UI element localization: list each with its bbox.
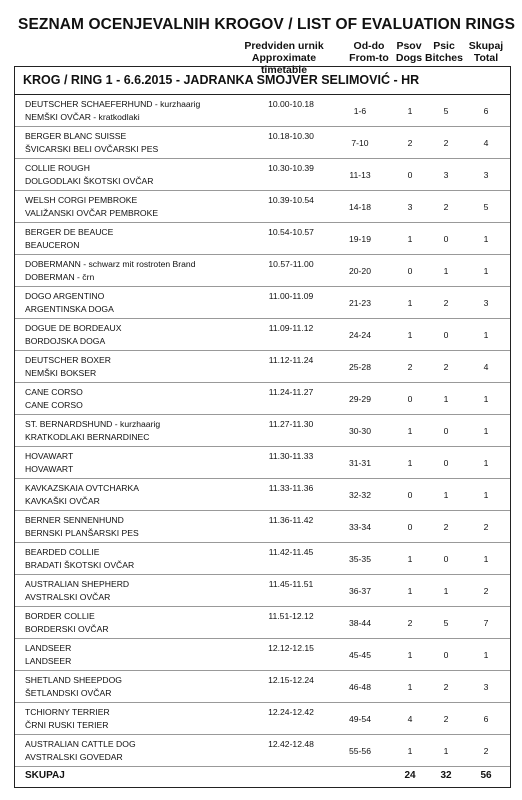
bitches-count: 5 xyxy=(443,618,449,628)
bitches-count: 0 xyxy=(443,650,449,660)
dogs-count: 0 xyxy=(407,490,413,500)
breed-name-sl: HOVAWART xyxy=(25,464,74,474)
breed-name-sl: DOBERMAN - črn xyxy=(25,272,95,282)
catalog-range: 49-54 xyxy=(349,714,371,724)
catalog-range: 55-56 xyxy=(349,746,371,756)
table-row xyxy=(15,543,510,575)
header-total-sl: Skupaj xyxy=(468,40,504,52)
breed-name-sl: VALIŽANSKI OVČAR PEMBROKE xyxy=(25,208,159,218)
time-slot: 12.42-12.48 xyxy=(268,739,314,749)
breed-name: DEUTSCHER SCHAEFERHUND - kurzhaarig xyxy=(25,99,201,109)
breed-name: BERGER DE BEAUCE xyxy=(25,227,114,237)
bitches-count: 2 xyxy=(443,714,449,724)
table-row xyxy=(15,319,510,351)
table-row xyxy=(15,703,510,735)
total-count: 1 xyxy=(483,330,489,340)
catalog-range: 33-34 xyxy=(349,522,371,532)
catalog-range: 19-19 xyxy=(349,234,371,244)
time-slot: 10.00-10.18 xyxy=(268,99,314,109)
dogs-count: 0 xyxy=(407,170,413,180)
total-count: 3 xyxy=(483,682,489,692)
time-slot: 11.12-11.24 xyxy=(268,355,314,365)
breed-name-sl: ARGENTINSKA DOGA xyxy=(25,304,114,314)
bitches-count: 0 xyxy=(443,426,449,436)
dogs-count: 1 xyxy=(407,746,413,756)
total-count: 1 xyxy=(483,490,489,500)
total-count: 1 xyxy=(483,426,489,436)
total-count: 1 xyxy=(483,650,489,660)
catalog-range: 20-20 xyxy=(349,266,371,276)
breed-name: DOBERMANN - schwarz mit rostroten Brand xyxy=(25,259,196,269)
time-slot: 11.00-11.09 xyxy=(268,291,314,301)
time-slot: 10.30-10.39 xyxy=(268,163,314,173)
breed-name-sl: LANDSEER xyxy=(25,656,72,666)
dogs-count: 1 xyxy=(407,106,413,116)
breed-name-sl: BORDERSKI OVČAR xyxy=(25,624,109,634)
totals-dogs: 24 xyxy=(404,770,416,781)
dogs-count: 2 xyxy=(407,138,413,148)
breed-name-sl: KRATKODLAKI BERNARDINEC xyxy=(25,432,150,442)
breed-name: KAVKAZSKAIA OVTCHARKA xyxy=(25,483,139,493)
bitches-count: 2 xyxy=(443,362,449,372)
table-row xyxy=(15,607,510,639)
dogs-count: 0 xyxy=(407,522,413,532)
breed-name: DOGO ARGENTINO xyxy=(25,291,105,301)
breed-name: BERNER SENNENHUND xyxy=(25,515,124,525)
dogs-count: 1 xyxy=(407,234,413,244)
breed-name: AUSTRALIAN CATTLE DOG xyxy=(25,739,136,749)
time-slot: 10.39-10.54 xyxy=(268,195,314,205)
table-row xyxy=(15,159,510,191)
bitches-count: 1 xyxy=(443,266,449,276)
total-count: 2 xyxy=(483,746,489,756)
catalog-range: 7-10 xyxy=(351,138,369,148)
dogs-count: 1 xyxy=(407,650,413,660)
breed-name: BORDER COLLIE xyxy=(25,611,95,621)
table-row xyxy=(15,191,510,223)
table-row xyxy=(15,511,510,543)
breed-name: WELSH CORGI PEMBROKE xyxy=(25,195,138,205)
header-bitches xyxy=(422,40,466,64)
bitches-count: 0 xyxy=(443,330,449,340)
catalog-range: 30-30 xyxy=(349,426,371,436)
header-timetable-en: Approximate timetable xyxy=(251,52,317,76)
time-slot: 11.42-11.45 xyxy=(268,547,314,557)
table-row xyxy=(15,95,510,127)
dogs-count: 1 xyxy=(407,586,413,596)
total-count: 3 xyxy=(483,170,489,180)
time-slot: 10.57-11.00 xyxy=(268,259,314,269)
time-slot: 10.54-10.57 xyxy=(268,227,314,237)
breed-name: DOGUE DE BORDEAUX xyxy=(25,323,122,333)
header-total-en: Total xyxy=(473,52,499,64)
table-row xyxy=(15,447,510,479)
catalog-range: 1-6 xyxy=(353,106,367,116)
breed-name: AUSTRALIAN SHEPHERD xyxy=(25,579,130,589)
time-slot: 12.15-12.24 xyxy=(268,675,314,685)
time-slot: 11.51-12.12 xyxy=(268,611,314,621)
breed-name: HOVAWART xyxy=(25,451,74,461)
dogs-count: 4 xyxy=(407,714,413,724)
header-bitches-en: Bitches xyxy=(425,52,463,64)
total-count: 1 xyxy=(483,554,489,564)
breed-name: BERGER BLANC SUISSE xyxy=(25,131,127,141)
breed-name: COLLIE ROUGH xyxy=(25,163,90,173)
catalog-range: 11-13 xyxy=(349,170,371,180)
dogs-count: 0 xyxy=(407,266,413,276)
time-slot: 11.33-11.36 xyxy=(268,483,314,493)
bitches-count: 0 xyxy=(443,458,449,468)
bitches-count: 2 xyxy=(443,522,449,532)
header-dogs xyxy=(394,40,424,64)
dogs-count: 2 xyxy=(407,362,413,372)
catalog-range: 29-29 xyxy=(349,394,371,404)
table-row xyxy=(15,255,510,287)
time-slot: 11.27-11.30 xyxy=(268,419,314,429)
catalog-range: 21-23 xyxy=(349,298,371,308)
breed-name: LANDSEER xyxy=(25,643,72,653)
breed-name-sl: BRADATI ŠKOTSKI OVČAR xyxy=(25,560,135,570)
dogs-count: 2 xyxy=(407,618,413,628)
header-dogs-sl: Psov xyxy=(396,40,422,52)
breed-name: TCHIORNY TERRIER xyxy=(25,707,110,717)
table-row xyxy=(15,223,510,255)
header-total xyxy=(466,40,506,64)
breed-name: ST. BERNARDSHUND - kurzhaarig xyxy=(25,419,161,429)
catalog-range: 24-24 xyxy=(349,330,371,340)
bitches-count: 1 xyxy=(443,586,449,596)
total-count: 1 xyxy=(483,394,489,404)
totals-total: 56 xyxy=(480,770,492,781)
page-title: SEZNAM OCENJEVALNIH KROGOV / LIST OF EVALUATION RINGS xyxy=(18,16,516,33)
time-slot: 11.45-11.51 xyxy=(268,579,314,589)
breed-name: CANE CORSO xyxy=(25,387,83,397)
bitches-count: 2 xyxy=(443,298,449,308)
bitches-count: 3 xyxy=(443,170,449,180)
totals-label: SKUPAJ xyxy=(25,770,65,781)
bitches-count: 0 xyxy=(443,234,449,244)
total-count: 6 xyxy=(483,106,489,116)
catalog-range: 31-31 xyxy=(349,458,371,468)
breed-name: DEUTSCHER BOXER xyxy=(25,355,111,365)
bitches-count: 2 xyxy=(443,138,449,148)
total-count: 5 xyxy=(483,202,489,212)
breed-name-sl: BERNSKI PLANŠARSKI PES xyxy=(25,528,139,538)
dogs-count: 3 xyxy=(407,202,413,212)
breed-name-sl: ŠVICARSKI BELI OVČARSKI PES xyxy=(25,144,159,154)
time-slot: 11.24-11.27 xyxy=(268,387,314,397)
header-dogs-en: Dogs xyxy=(395,52,423,64)
time-slot: 12.24-12.42 xyxy=(268,707,314,717)
catalog-range: 14-18 xyxy=(349,202,371,212)
total-count: 2 xyxy=(483,522,489,532)
table-row xyxy=(15,383,510,415)
breed-name-sl: DOLGODLAKI ŠKOTSKI OVČAR xyxy=(25,176,154,186)
breed-name: BEARDED COLLIE xyxy=(25,547,100,557)
total-count: 4 xyxy=(483,138,489,148)
totals-bitches: 32 xyxy=(440,770,452,781)
table-row xyxy=(15,671,510,703)
time-slot: 11.30-11.33 xyxy=(268,451,314,461)
catalog-range: 38-44 xyxy=(349,618,371,628)
breed-name-sl: ČRNI RUSKI TERIER xyxy=(25,720,109,730)
breed-name-sl: BEAUCERON xyxy=(25,240,80,250)
table-row xyxy=(15,287,510,319)
catalog-range: 32-32 xyxy=(349,490,371,500)
catalog-range: 35-35 xyxy=(349,554,371,564)
bitches-count: 1 xyxy=(443,394,449,404)
total-count: 1 xyxy=(483,458,489,468)
breed-rows xyxy=(15,95,510,767)
total-count: 7 xyxy=(483,618,489,628)
breed-name-sl: NEMŠKI BOKSER xyxy=(25,368,97,378)
header-timetable-sl: Predviden urnik xyxy=(244,40,324,52)
table-row xyxy=(15,575,510,607)
bitches-count: 5 xyxy=(443,106,449,116)
bitches-count: 1 xyxy=(443,746,449,756)
dogs-count: 1 xyxy=(407,298,413,308)
breed-name-sl: ŠETLANDSKI OVČAR xyxy=(25,688,112,698)
breed-name-sl: CANE CORSO xyxy=(25,400,83,410)
total-count: 1 xyxy=(483,266,489,276)
dogs-count: 1 xyxy=(407,458,413,468)
header-range-sl: Od-do xyxy=(353,40,385,52)
total-count: 2 xyxy=(483,586,489,596)
breed-name-sl: BORDOJSKA DOGA xyxy=(25,336,106,346)
catalog-range: 45-45 xyxy=(349,650,371,660)
ring-table xyxy=(14,66,511,788)
dogs-count: 1 xyxy=(407,330,413,340)
dogs-count: 0 xyxy=(407,394,413,404)
header-range xyxy=(344,40,394,64)
total-count: 4 xyxy=(483,362,489,372)
totals-row xyxy=(15,767,510,785)
table-row xyxy=(15,735,510,767)
catalog-range: 25-28 xyxy=(349,362,371,372)
table-row xyxy=(15,415,510,447)
ring-header: KROG / RING 1 - 6.6.2015 - JADRANKA SMOJVER SELIMOVIĆ - HR xyxy=(15,67,510,95)
bitches-count: 2 xyxy=(443,202,449,212)
header-range-en: From-to xyxy=(349,52,389,64)
total-count: 1 xyxy=(483,234,489,244)
time-slot: 11.09-11.12 xyxy=(268,323,314,333)
catalog-range: 46-48 xyxy=(349,682,371,692)
table-row xyxy=(15,127,510,159)
breed-name-sl: AVSTRALSKI GOVEDAR xyxy=(25,752,123,762)
table-row xyxy=(15,479,510,511)
catalog-range: 36-37 xyxy=(349,586,371,596)
breed-name-sl: AVSTRALSKI OVČAR xyxy=(25,592,111,602)
total-count: 3 xyxy=(483,298,489,308)
total-count: 6 xyxy=(483,714,489,724)
bitches-count: 2 xyxy=(443,682,449,692)
breed-name: SHETLAND SHEEPDOG xyxy=(25,675,122,685)
time-slot: 10.18-10.30 xyxy=(268,131,314,141)
breed-name-sl: NEMŠKI OVČAR - kratkodlaki xyxy=(25,112,140,122)
dogs-count: 1 xyxy=(407,554,413,564)
table-row xyxy=(15,639,510,671)
time-slot: 12.12-12.15 xyxy=(268,643,314,653)
time-slot: 11.36-11.42 xyxy=(268,515,314,525)
bitches-count: 0 xyxy=(443,554,449,564)
bitches-count: 1 xyxy=(443,490,449,500)
breed-name-sl: KAVKAŠKI OVČAR xyxy=(25,496,100,506)
dogs-count: 1 xyxy=(407,682,413,692)
dogs-count: 1 xyxy=(407,426,413,436)
header-bitches-sl: Psic xyxy=(433,40,455,52)
table-row xyxy=(15,351,510,383)
